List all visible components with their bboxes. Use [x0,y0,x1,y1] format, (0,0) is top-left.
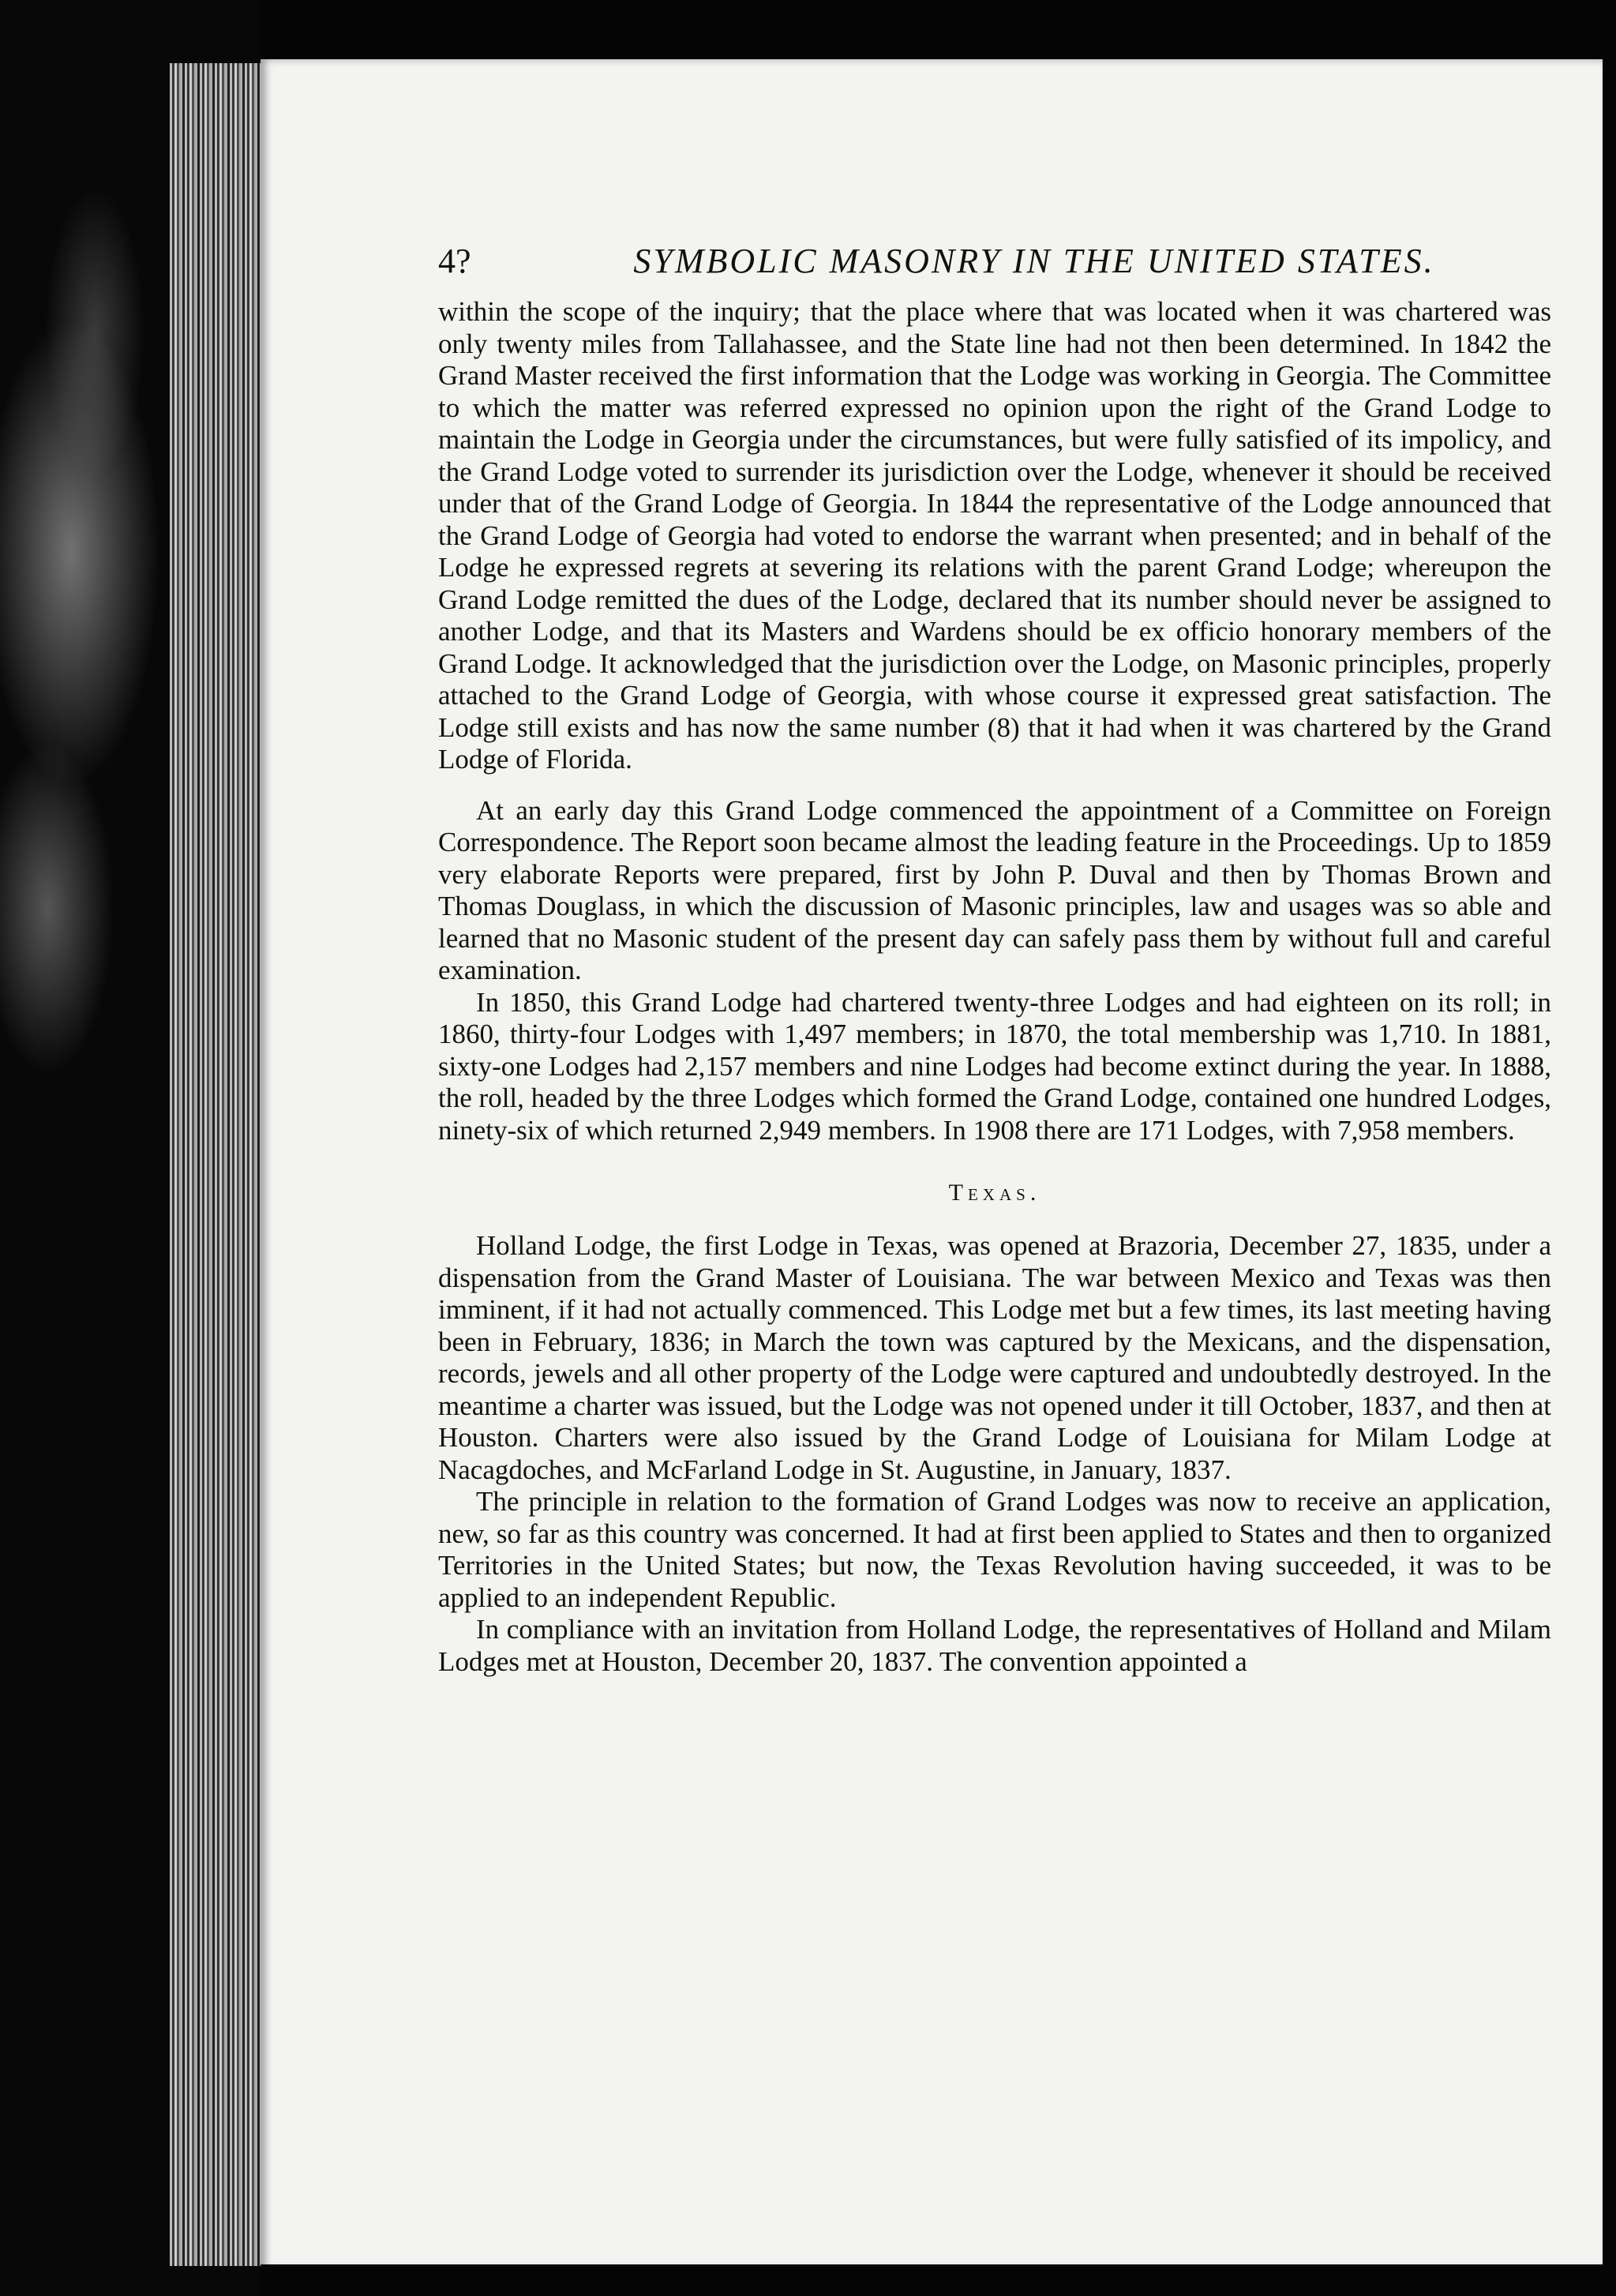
bottom-dark-margin [261,2264,1603,2296]
running-title: SYMBOLIC MASONRY IN THE UNITED STATES. [633,242,1435,280]
page-content [438,241,1551,1678]
paragraph-texas-1: Holland Lodge, the first Lodge in Texas, was opened at Brazoria, December 27, 1835, under a dispensation from the Grand Master of Louisiana. The war between Mexico and Texas was then imminent, if it had not actually commenced. This Lodge met but a few times, its last meeting having been in February, 1836; in March the town was captured by the Mexicans, and the dispensation, records, jewels and all other property of the Lodge were captured and undoubtedly destroyed. In the meantime a charter was issued, but the Lodge was not opened under it till October, 1837, and then at Houston. Charters were also issued by the Grand Lodge of Louisiana for Milam Lodge at Nacagdoches, and McFarland Lodge in St. Augustine, in January, 1837. [438,1230,1551,1485]
section-heading-texas: Texas. [948,1180,1041,1206]
book-page [261,59,1603,2270]
paragraph-texas-2: The principle in relation to the formation of Grand Lodges was now to receive an application, new, so far as this country was concerned. It had at first been applied to States and then to organized Territories in the United States; but now, the Texas Revolution having succeeded, it was to be applied to an independent Republic. [438,1486,1551,1613]
paragraph-texas-3: In compliance with an invitation from Holland Lodge, the representatives of Holland and Milam Lodges met at Houston, December 20, 1837. The convention appointed a [438,1614,1551,1677]
paragraph-florida-1: within the scope of the inquiry; that the place where that was located when it was chartered was only twenty miles from Tallahassee, and the State line had not then been determined. In 1842 the Grand Master received the first information that the Lodge was working in Georgia. The Committee to which the matter was referred expressed no opinion upon the right of the Grand Lodge to maintain the Lodge in Georgia under the circumstances, but were fully satisfied of its impolicy, and the Grand Lodge voted to surrender its jurisdiction over the Lodge, whenever it should be received under that of the Grand Lodge of Georgia. In 1844 the representative of the Lodge announced that the Grand Lodge of Georgia had voted to endorse the warrant when presented; and in behalf of the Lodge he expressed regrets at severing its relations with the parent Grand Lodge; whereupon the Grand Lodge remitted the dues of the Lodge, declared that its number should never be assigned to another Lodge, and that its Masters and Wardens should be ex officio honorary members of the Grand Lodge. It acknowledged that the jurisdiction over the Lodge, on Masonic principles, properly attached to the Grand Lodge of Georgia, with whose course it expressed great satisfaction. The Lodge still exists and has now the same number (8) that it had when it was chartered by the Grand Lodge of Florida. [438,296,1551,775]
paragraph-florida-3: In 1850, this Grand Lodge had chartered twenty-three Lodges and had eighteen on its roll; in 1860, thirty-four Lodges with 1,497 members; in 1870, the total membership was 1,710. In 1881, sixty-one Lodges had 2,157 members and nine Lodges had become extinct during the year. In 1888, the roll, headed by the three Lodges which formed the Grand Lodge, contained one hundred Lodges, ninety-six of which returned 2,949 members. In 1908 there are 171 Lodges, with 7,958 members. [438,986,1551,1146]
running-head [438,241,1551,296]
paragraph-florida-2: At an early day this Grand Lodge commenced the appointment of a Committee on Foreign Correspondence. The Report soon became almost the leading feature in the Proceedings. Up to 1859 very elaborate Reports were prepared, first by John P. Duval and then by Thomas Brown and Thomas Douglass, in which the discussion of Masonic principles, law and usages was so able and learned that no Masonic student of the present day can safely pass them by without full and careful examination. [438,794,1551,985]
page-number: 4? [438,242,471,280]
book-page-edges [170,63,264,2266]
